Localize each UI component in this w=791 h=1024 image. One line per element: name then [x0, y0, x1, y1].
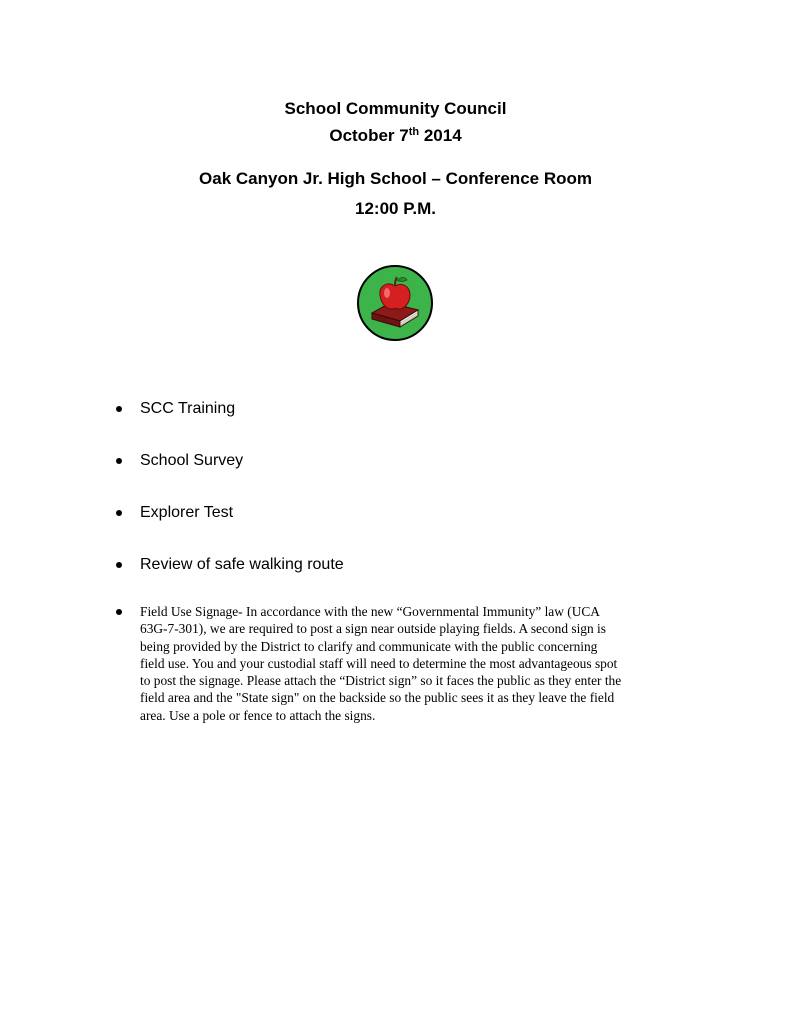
council-title: School Community Council [284, 99, 507, 118]
agenda-item-label: School Survey [140, 452, 244, 469]
signage-paragraph [140, 603, 715, 724]
agenda-item-label: Review of safe walking route [140, 556, 344, 573]
meeting-time: 12:00 P.M. [355, 199, 436, 218]
paragraph-line: area. Use a pole or fence to attach the signs. [140, 707, 376, 723]
paragraph-line: being provided by the District to clarify and communicate with the public concerning [140, 638, 598, 654]
date-ordinal-suffix: th [408, 126, 420, 138]
date-month-day: October 7 [329, 126, 409, 145]
bullet-icon [116, 609, 122, 615]
paragraph-line: to post the signage. Please attach the “District sign” so it faces the public as they enter the [140, 673, 622, 689]
paragraph-line: field use. You and your custodial staff will need to determine the most advantageous spot [140, 655, 618, 671]
bullet-icon [116, 458, 122, 464]
agenda-item-label: SCC Training [140, 400, 236, 417]
paragraph-line: field area and the "State sign" on the backside so the public sees it as they leave the field [140, 690, 615, 706]
meeting-date [0, 124, 791, 148]
date-year: 2014 [423, 126, 462, 145]
agenda-item-label: Explorer Test [140, 504, 234, 521]
bullet-icon [116, 562, 122, 568]
bullet-icon [116, 406, 122, 412]
bullet-icon [116, 510, 122, 516]
paragraph-line: 63G-7-301), we are required to post a sign near outside playing fields. A second sign is [140, 621, 606, 637]
paragraph-line: Field Use Signage- In accordance with the new “Governmental Immunity” law (UCA [140, 604, 600, 619]
meeting-location: Oak Canyon Jr. High School – Conference Room [199, 169, 592, 188]
apple-on-book-icon [356, 264, 434, 342]
